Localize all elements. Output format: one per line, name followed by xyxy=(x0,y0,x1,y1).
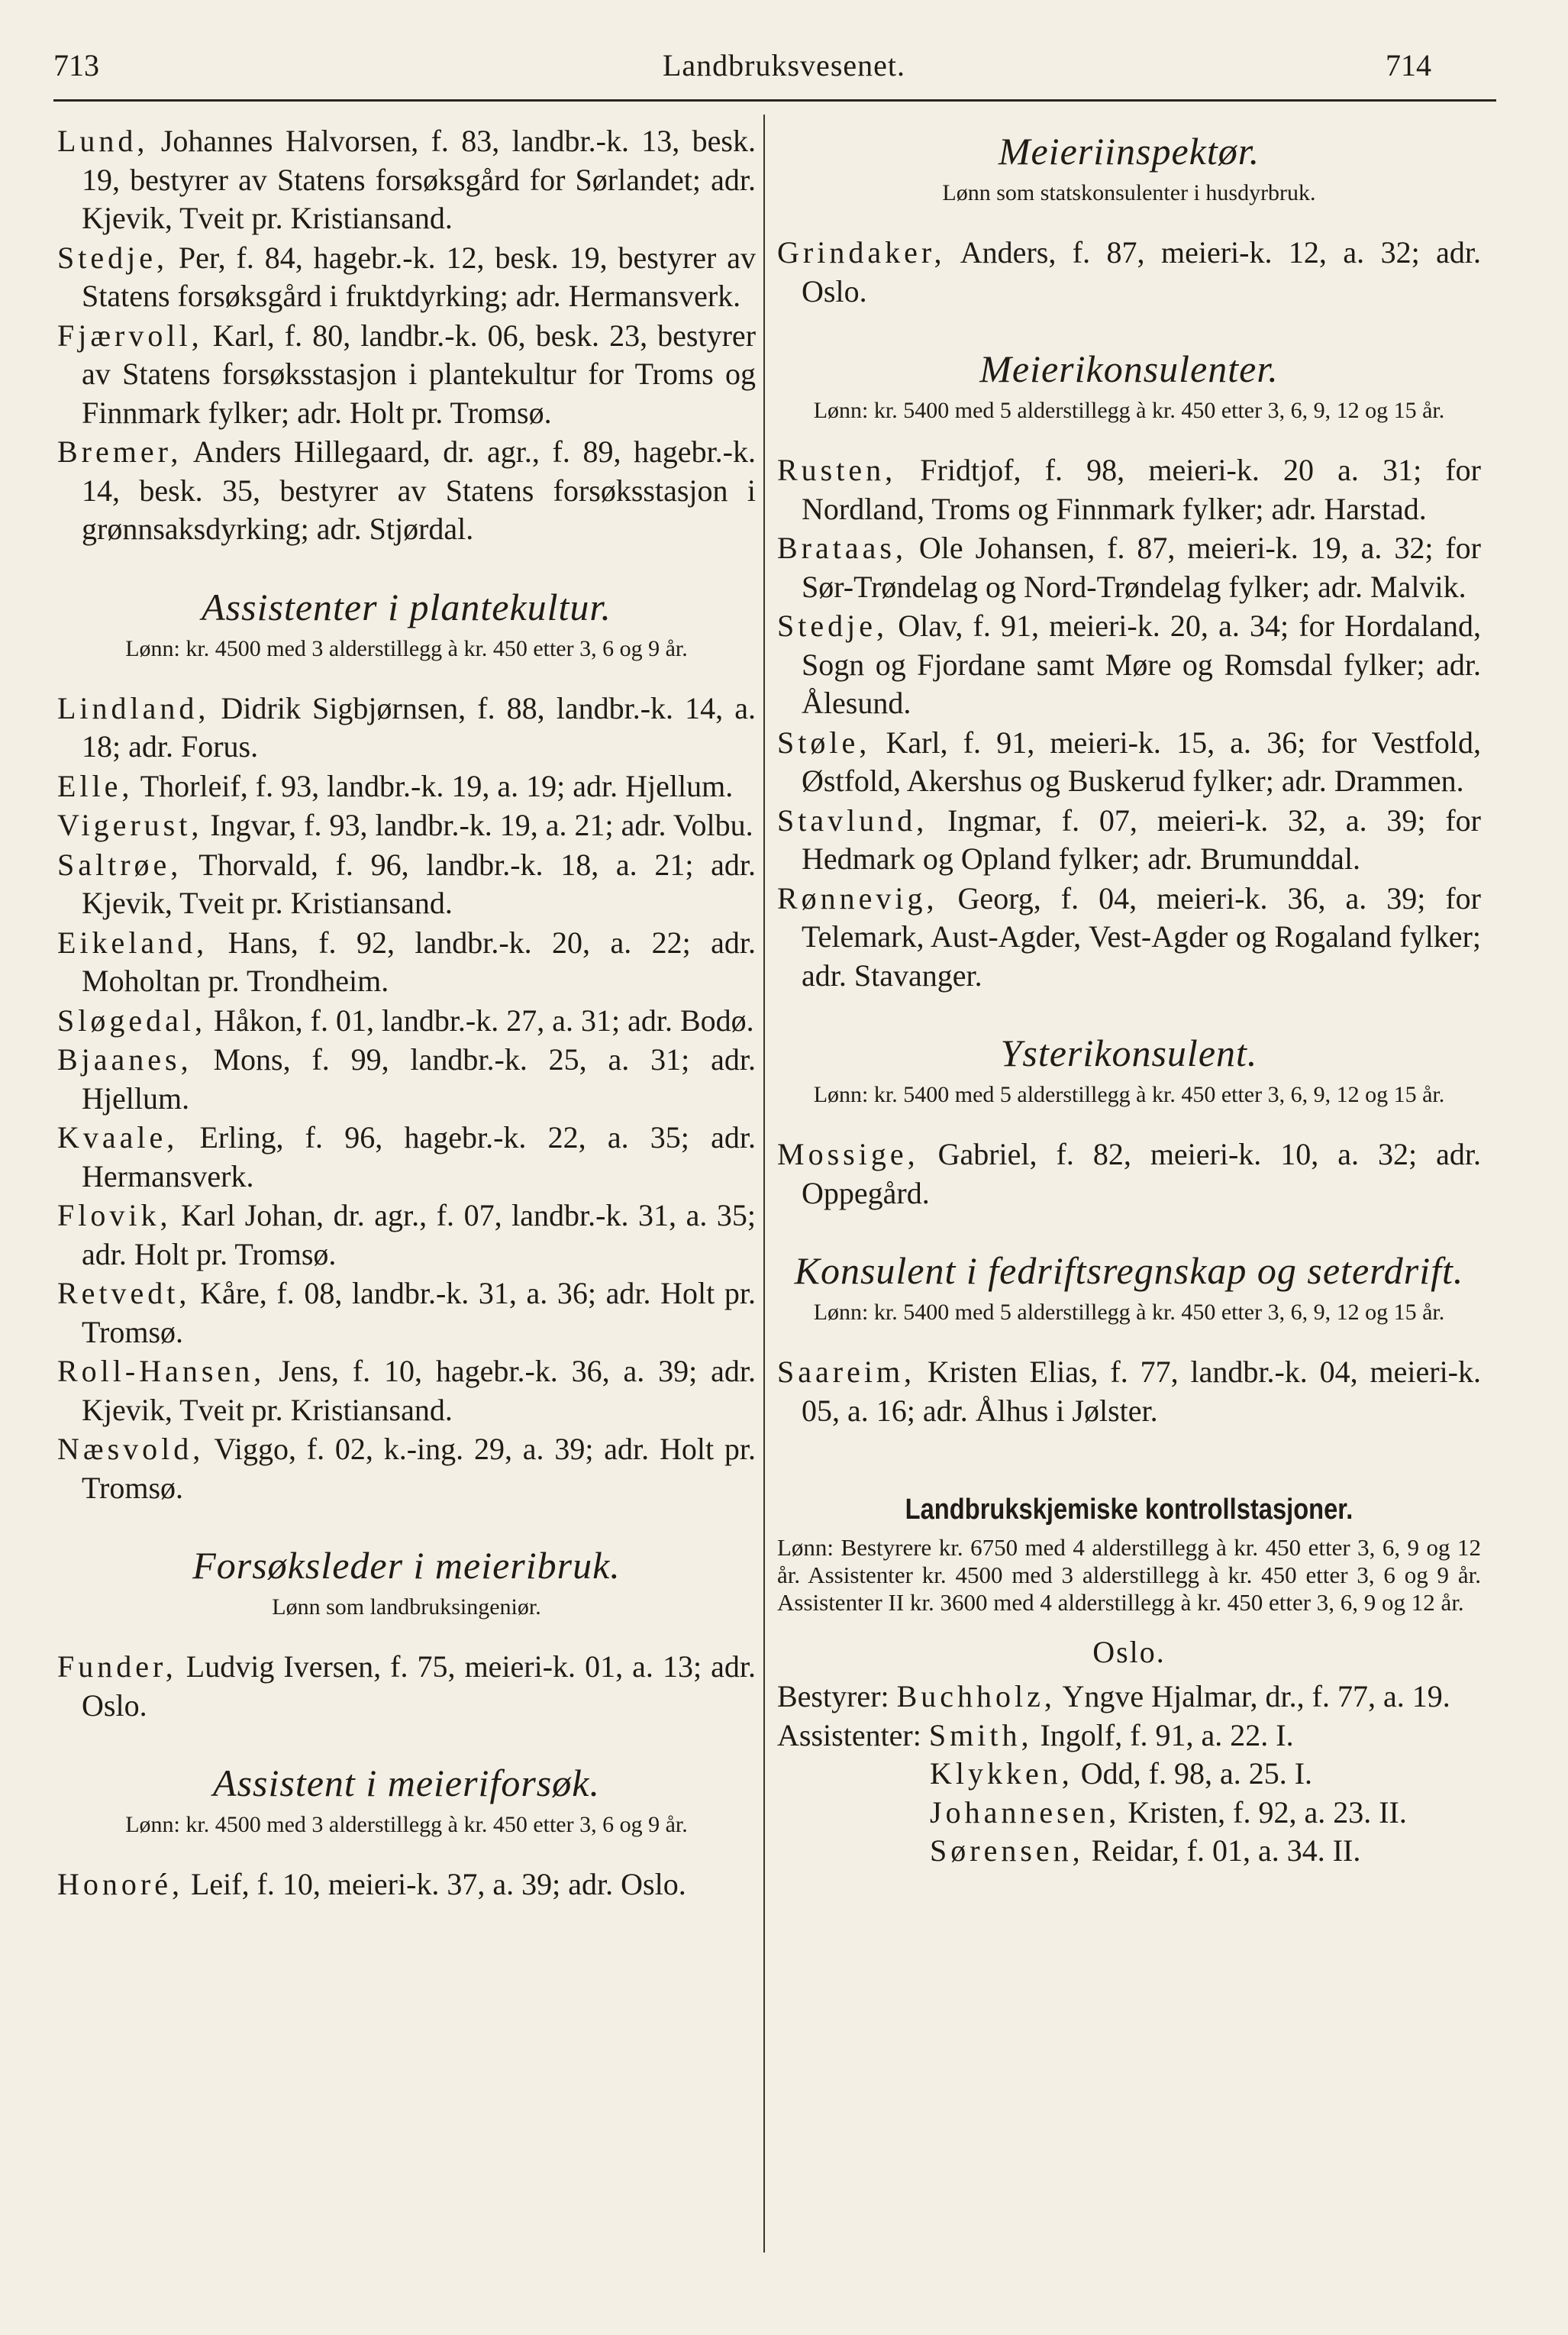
entry-name: Kvaale, xyxy=(57,1120,179,1155)
entry xyxy=(777,802,1481,879)
staff-name: Johannesen, xyxy=(930,1794,1121,1830)
entry-text: Kristen Elias, f. 77, landbr.-k. 04, meieri-k. 05, a. 16; adr. Ålhus i Jølster. xyxy=(802,1355,1482,1428)
station-place: Oslo. xyxy=(1092,1635,1166,1669)
entry-text: Didrik Sigbjørnsen, f. 88, landbr.-k. 14, a. 18; adr. Forus. xyxy=(82,690,756,764)
section-title: Meierikonsulenter. xyxy=(979,347,1279,390)
entry-text: Anders, f. 87, meieri-k. 12, a. 32; adr. Oslo. xyxy=(802,235,1481,308)
entry xyxy=(57,806,756,845)
page-number-right: 714 xyxy=(1386,48,1431,82)
staff-row xyxy=(777,1717,1481,1755)
entry xyxy=(57,1002,756,1041)
staff-row xyxy=(777,1678,1481,1717)
entry-name: Stedje, xyxy=(777,609,888,643)
salary-note: Lønn: kr. 5400 med 5 alderstillegg à kr. 450 etter 3, 6, 9, 12 og 15 år. xyxy=(813,1300,1445,1325)
entry-name: Rusten, xyxy=(777,453,897,487)
entry-text: Erling, f. 96, hagebr.-k. 22, a. 35; adr. Hermansverk. xyxy=(82,1120,756,1193)
entry xyxy=(777,451,1481,528)
entry-text: Kåre, f. 08, landbr.-k. 31, a. 36; adr. Holt pr. Tromsø. xyxy=(82,1276,757,1349)
salary-note: Lønn som landbruksingeniør. xyxy=(272,1594,541,1620)
entry xyxy=(777,234,1481,311)
entry xyxy=(57,846,756,923)
entry-name: Bremer, xyxy=(57,434,182,469)
entry-name: Elle, xyxy=(57,768,134,803)
entry-name: Saareim, xyxy=(777,1355,916,1389)
entry-name: Lindland, xyxy=(57,690,210,725)
salary-note: Lønn som statskonsulenter i husdyrbruk. xyxy=(942,180,1316,205)
entry-text: Karl, f. 80, landbr.-k. 06, besk. 23, bestyrer av Statens forsøksstasjon i plantekultur for Troms og Finnmark fylker; adr. Holt pr. Tromsø. xyxy=(82,318,757,430)
entry-text: Håkon, f. 01, landbr.-k. 27, a. 31; adr. Bodø. xyxy=(213,1003,754,1038)
entry-text: Per, f. 84, hagebr.-k. 12, besk. 19, bestyrer av Statens forsøksgård i fruktdyrking; adr. Hermansverk. xyxy=(82,240,756,313)
staff-row xyxy=(777,1832,1481,1871)
entry-text: Olav, f. 91, meieri-k. 20, a. 34; for Hordaland, Sogn og Fjordane samt Møre og Romsdal fylker; adr. Ålesund. xyxy=(802,609,1482,720)
entry xyxy=(777,880,1481,996)
entry-name: Saltrøe, xyxy=(57,847,182,882)
entry xyxy=(57,433,756,549)
entry xyxy=(777,607,1481,723)
staff-text: Reidar, f. 01, a. 34. II. xyxy=(1091,1833,1361,1868)
entry xyxy=(57,924,756,1001)
salary-note: Lønn: kr. 5400 med 5 alderstillegg à kr. 450 etter 3, 6, 9, 12 og 15 år. xyxy=(813,398,1445,423)
entry-text: Hans, f. 92, landbr.-k. 20, a. 22; adr. Moholtan pr. Trondheim. xyxy=(82,925,757,998)
entry xyxy=(57,317,756,433)
entry-name: Støle, xyxy=(777,725,871,760)
staff-text: Kristen, f. 92, a. 23. II. xyxy=(1128,1794,1407,1830)
entry xyxy=(777,1353,1481,1430)
entry-name: Grindaker, xyxy=(777,235,946,270)
entry-name: Stavlund, xyxy=(777,803,928,838)
entry xyxy=(57,1197,756,1274)
salary-note: Lønn: kr. 5400 med 5 alderstillegg à kr. 450 etter 3, 6, 9, 12 og 15 år. xyxy=(813,1082,1445,1107)
entry-text: Ingvar, f. 93, landbr.-k. 19, a. 21; adr. Volbu. xyxy=(210,808,753,842)
staff-name: Smith, xyxy=(928,1717,1033,1752)
entry-text: Jens, f. 10, hagebr.-k. 36, a. 39; adr. Kjevik, Tveit pr. Kristiansand. xyxy=(82,1354,757,1427)
section-title: Forsøksleder i meieribruk. xyxy=(192,1544,621,1587)
section-title: Ysterikonsulent. xyxy=(1000,1032,1258,1074)
salary-note: Lønn: Bestyrere kr. 6750 med 4 alderstillegg à kr. 450 etter 3, 6, 9 og 12 år. Assistenter kr. 4500 med 3 alderstillegg à kr. 450 etter 3, 6 og 9 år. Assistenter II kr. 3600 med 4 alderstillegg à kr. 450 etter 3, 6, 9 og 12 år. xyxy=(777,1534,1481,1616)
entry xyxy=(57,239,756,316)
entry-name: Bjaanes, xyxy=(57,1042,192,1077)
staff-row xyxy=(777,1794,1481,1833)
staff-name: Sørensen, xyxy=(930,1833,1084,1868)
entry-name: Honoré, xyxy=(57,1867,183,1901)
staff-name: Klykken, xyxy=(930,1756,1073,1791)
entry-text: Karl Johan, dr. agr., f. 07, landbr.-k. 31, a. 35; adr. Holt pr. Tromsø. xyxy=(82,1198,757,1271)
staff-role: Assistenter: xyxy=(777,1717,921,1752)
entry-text: Karl, f. 91, meieri-k. 15, a. 36; for Vestfold, Østfold, Akershus og Buskerud fylker; adr. Drammen. xyxy=(802,725,1481,798)
entry-name: Sløgedal, xyxy=(57,1003,206,1038)
salary-note: Lønn: kr. 4500 med 3 alderstillegg à kr. 450 etter 3, 6 og 9 år. xyxy=(125,1812,688,1837)
entry-name: Lund, xyxy=(57,124,149,158)
staff-name: Buchholz, xyxy=(896,1679,1056,1713)
entry-text: Ole Johansen, f. 87, meieri-k. 19, a. 32; for Sør-Trøndelag og Nord-Trøndelag fylker; adr. Malvik. xyxy=(802,531,1482,604)
entry-name: Brataas, xyxy=(777,531,907,565)
page-number-left: 713 xyxy=(53,48,99,82)
entry xyxy=(57,1648,756,1725)
entry-text: Viggo, f. 02, k.-ing. 29, a. 39; adr. Holt pr. Tromsø. xyxy=(82,1432,756,1505)
staff-text: Ingolf, f. 91, a. 22. I. xyxy=(1040,1717,1294,1752)
staff-text: Yngve Hjalmar, dr., f. 77, a. 19. xyxy=(1062,1679,1450,1713)
section-title: Landbrukskjemiske kontrollstasjoner. xyxy=(905,1494,1353,1526)
entry-text: Ludvig Iversen, f. 75, meieri-k. 01, a. 13; adr. Oslo. xyxy=(82,1649,757,1723)
staff-text: Odd, f. 98, a. 25. I. xyxy=(1080,1756,1313,1791)
entry xyxy=(57,1865,756,1904)
entry-name: Næsvold, xyxy=(57,1432,205,1466)
entry-text: Ingmar, f. 07, meieri-k. 32, a. 39; for Hedmark og Opland fylker; adr. Brumunddal. xyxy=(802,803,1481,876)
entry xyxy=(57,767,756,806)
left-top-entries xyxy=(57,122,756,549)
section-title: Assistent i meieriforsøk. xyxy=(213,1762,600,1804)
entry-name: Fjærvoll, xyxy=(57,318,203,353)
entry-name: Vigerust, xyxy=(57,808,203,842)
column-divider xyxy=(763,115,765,2253)
section-title: Assistenter i plantekultur. xyxy=(202,585,611,628)
entry-text: Anders Hillegaard, dr. agr., f. 89, hagebr.-k. 14, besk. 35, bestyrer av Statens forsøksstasjon i grønnsaksdyrking; adr. Stjørdal. xyxy=(82,434,756,546)
entry-text: Fridtjof, f. 98, meieri-k. 20 a. 31; for Nordland, Troms og Finnmark fylker; adr. Harstad. xyxy=(802,453,1482,526)
right-column xyxy=(777,122,1481,1871)
section-title: Meieriinspektør. xyxy=(998,130,1260,173)
running-title: Landbruksvesenet. xyxy=(662,48,905,82)
entry xyxy=(57,122,756,238)
entry-name: Roll-Hansen, xyxy=(57,1354,266,1388)
entry xyxy=(57,1430,756,1507)
entry xyxy=(57,1041,756,1118)
entry-name: Eikeland, xyxy=(57,925,208,960)
entry-name: Stedje, xyxy=(57,240,168,275)
entry-name: Rønnevig, xyxy=(777,880,938,916)
entry-name: Flovik, xyxy=(57,1198,172,1232)
entry-text: Leif, f. 10, meieri-k. 37, a. 39; adr. Oslo. xyxy=(190,1867,686,1901)
entry xyxy=(777,529,1481,606)
staff-row xyxy=(777,1755,1481,1794)
entry-text: Thorvald, f. 96, landbr.-k. 18, a. 21; adr. Kjevik, Tveit pr. Kristiansand. xyxy=(82,847,757,920)
header-rule xyxy=(53,99,1496,102)
entry xyxy=(57,1274,756,1352)
entry-text: Georg, f. 04, meieri-k. 36, a. 39; for Telemark, Aust-Agder, Vest-Agder og Rogaland fylker; adr. Stavanger. xyxy=(802,880,1482,993)
entry-text: Johannes Halvorsen, f. 83, landbr.-k. 13, besk. 19, bestyrer av Statens forsøksgård for Sørlandet; adr. Kjevik, Tveit pr. Kristiansand. xyxy=(82,124,756,235)
entry xyxy=(57,690,756,767)
entry-text: Thorleif, f. 93, landbr.-k. 19, a. 19; adr. Hjellum. xyxy=(140,768,734,803)
entry-text: Mons, f. 99, landbr.-k. 25, a. 31; adr. Hjellum. xyxy=(82,1042,756,1116)
entry-name: Mossige, xyxy=(777,1137,919,1171)
salary-note: Lønn: kr. 4500 med 3 alderstillegg à kr. 450 etter 3, 6 og 9 år. xyxy=(125,635,688,661)
staff-role: Bestyrer: xyxy=(777,1679,889,1713)
section-title: Konsulent i fedriftsregnskap og seterdrift. xyxy=(794,1249,1464,1292)
entry xyxy=(57,1119,756,1196)
entry-text: Gabriel, f. 82, meieri-k. 10, a. 32; adr. Oppegård. xyxy=(802,1137,1482,1210)
entry-name: Retvedt, xyxy=(57,1276,191,1310)
entry xyxy=(777,1135,1481,1213)
entry xyxy=(777,724,1481,801)
entry-name: Funder, xyxy=(57,1649,177,1684)
entry xyxy=(57,1352,756,1429)
left-column xyxy=(57,122,756,1905)
